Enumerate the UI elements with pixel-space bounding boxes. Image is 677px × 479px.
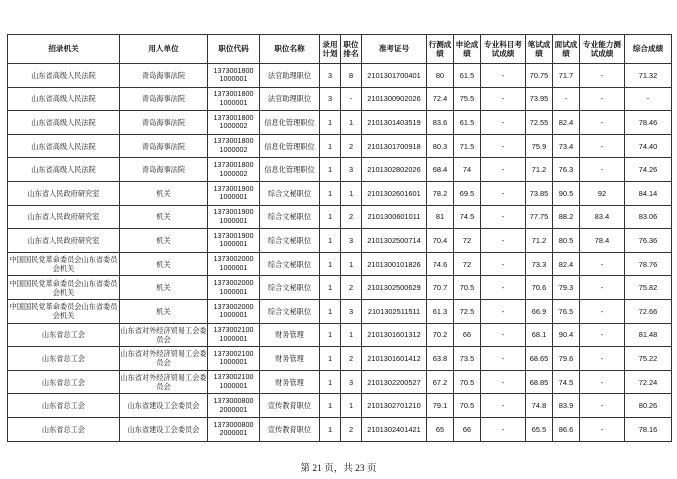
interview-score-cell: 79.3: [553, 276, 580, 300]
hiring-plan-cell: 1: [320, 252, 341, 276]
table-header-row: [8, 35, 672, 64]
written-score-cell: 68.85: [526, 370, 553, 394]
essay-score-cell: 61.5: [454, 64, 481, 88]
position-code-text: 1373002100 1000001: [213, 372, 254, 391]
professional-ability-score-cell: -: [580, 111, 625, 135]
written-score-cell: 65.5: [526, 417, 553, 441]
professional-exam-score-cell: -: [481, 370, 526, 394]
recruiting-agency-cell: 山东省高级人民法院: [8, 111, 120, 135]
interview-score-cell: -: [553, 87, 580, 111]
aptitude-score-cell: 74.6: [427, 252, 454, 276]
employer-cell: 山东省对外经济贸易工会委员会: [120, 323, 208, 347]
position-code-cell: [208, 276, 260, 300]
position-rank-cell: 1: [341, 181, 362, 205]
aptitude-score-cell: 80: [427, 64, 454, 88]
professional-exam-score-cell: -: [481, 134, 526, 158]
position-code-text: 1373001800 1000001: [213, 65, 254, 84]
written-score-cell: 74.8: [526, 394, 553, 418]
total-score-cell: 78.76: [625, 252, 672, 276]
recruiting-agency-cell: 山东省总工会: [8, 347, 120, 371]
professional-ability-score-cell: -: [580, 299, 625, 323]
hiring-plan-header: 录用计划: [320, 35, 341, 64]
aptitude-score-cell: 61.3: [427, 299, 454, 323]
interview-score-cell: 82.4: [553, 111, 580, 135]
aptitude-score-cell: 70.2: [427, 323, 454, 347]
recruiting-agency-cell: 山东省高级人民法院: [8, 64, 120, 88]
position-code-cell: [208, 347, 260, 371]
employer-cell: 青岛海事法院: [120, 64, 208, 88]
professional-ability-score-cell: -: [580, 134, 625, 158]
essay-score-cell: 70.5: [454, 276, 481, 300]
professional-ability-score-cell: -: [580, 64, 625, 88]
professional-exam-score-cell: -: [481, 252, 526, 276]
exam-id-cell: 2101301601412: [362, 347, 427, 371]
hiring-plan-cell: 1: [320, 323, 341, 347]
table-row: [8, 158, 672, 182]
position-name-cell: 综合文秘职位: [260, 276, 320, 300]
aptitude-score-cell: 63.8: [427, 347, 454, 371]
professional-ability-score-cell: 78.4: [580, 229, 625, 253]
employer-cell: 山东省建设工会委员会: [120, 394, 208, 418]
position-name-cell: 综合文秘职位: [260, 299, 320, 323]
aptitude-score-cell: 80.3: [427, 134, 454, 158]
exam-id-cell: 2101300902026: [362, 87, 427, 111]
position-code-text: 1373001800 1000002: [213, 136, 254, 155]
professional-ability-score-cell: -: [580, 370, 625, 394]
aptitude-score-cell: 67.2: [427, 370, 454, 394]
hiring-plan-cell: 1: [320, 229, 341, 253]
written-score-cell: 72.55: [526, 111, 553, 135]
aptitude-score-cell: 78.2: [427, 181, 454, 205]
recruiting-agency-cell: 中国国民党革命委员会山东省委员会机关: [8, 252, 120, 276]
employer-cell: 山东省对外经济贸易工会委员会: [120, 347, 208, 371]
interview-score-cell: 90.5: [553, 181, 580, 205]
position-rank-cell: -: [341, 87, 362, 111]
recruiting-agency-cell: 山东省高级人民法院: [8, 134, 120, 158]
essay-score-cell: 71.5: [454, 134, 481, 158]
interview-score-cell: 79.6: [553, 347, 580, 371]
professional-exam-score-cell: -: [481, 347, 526, 371]
aptitude-score-cell: 81: [427, 205, 454, 229]
employer-cell: 机关: [120, 252, 208, 276]
written-score-cell: 71.2: [526, 158, 553, 182]
aptitude-score-cell: 79.1: [427, 394, 454, 418]
essay-score-cell: 70.5: [454, 370, 481, 394]
professional-ability-score-cell: -: [580, 394, 625, 418]
employer-cell: 机关: [120, 229, 208, 253]
position-code-cell: [208, 64, 260, 88]
interview-score-cell: 83.9: [553, 394, 580, 418]
hiring-plan-cell: 1: [320, 347, 341, 371]
table-row: [8, 181, 672, 205]
recruiting-agency-cell: 山东省人民政府研究室: [8, 181, 120, 205]
position-code-header: 职位代码: [208, 35, 260, 64]
employer-cell: 青岛海事法院: [120, 87, 208, 111]
position-name-cell: 财务管理: [260, 323, 320, 347]
position-code-text: 1373001900 1000001: [213, 183, 254, 202]
aptitude-score-cell: 70.7: [427, 276, 454, 300]
table-row: [8, 276, 672, 300]
written-score-cell: 73.85: [526, 181, 553, 205]
total-score-cell: 75.22: [625, 347, 672, 371]
interview-score-cell: 76.3: [553, 158, 580, 182]
exam-id-header: 准考证号: [362, 35, 427, 64]
recruiting-agency-cell: 山东省高级人民法院: [8, 158, 120, 182]
position-code-text: 1373002100 1000001: [213, 348, 254, 367]
total-score-cell: 78.16: [625, 417, 672, 441]
position-code-cell: [208, 134, 260, 158]
position-name-cell: 宣传教育职位: [260, 417, 320, 441]
table-row: [8, 252, 672, 276]
table-row: [8, 299, 672, 323]
essay-score-cell: 72: [454, 252, 481, 276]
table-row: [8, 347, 672, 371]
professional-exam-score-cell: -: [481, 229, 526, 253]
recruiting-agency-cell: 山东省总工会: [8, 370, 120, 394]
employer-cell: 青岛海事法院: [120, 134, 208, 158]
table-row: [8, 64, 672, 88]
professional-ability-score-cell: -: [580, 87, 625, 111]
employer-cell: 山东省建设工会委员会: [120, 417, 208, 441]
page-footer: [0, 460, 677, 474]
position-rank-cell: 1: [341, 111, 362, 135]
table-row: [8, 417, 672, 441]
total-score-cell: 81.48: [625, 323, 672, 347]
position-code-text: 1373001800 1000002: [213, 160, 254, 178]
aptitude-score-cell: 83.6: [427, 111, 454, 135]
recruiting-agency-header: 招录机关: [8, 35, 120, 64]
position-name-cell: 法官助理职位: [260, 64, 320, 88]
professional-exam-header: 专业科目考试成绩: [481, 35, 526, 64]
aptitude-score-cell: 65: [427, 417, 454, 441]
professional-exam-score-cell: -: [481, 158, 526, 182]
written-score-cell: 70.6: [526, 276, 553, 300]
position-code-text: 1373000800 2000001: [213, 396, 254, 414]
exam-id-cell: 2101301601312: [362, 323, 427, 347]
professional-ability-score-cell: -: [580, 158, 625, 182]
written-score-cell: 73.95: [526, 87, 553, 111]
essay-score-cell: 72.5: [454, 299, 481, 323]
written-score-cell: 71.2: [526, 229, 553, 253]
position-code-cell: [208, 394, 260, 418]
professional-exam-score-cell: -: [481, 394, 526, 418]
employer-header: 用人单位: [120, 35, 208, 64]
written-score-cell: 66.9: [526, 299, 553, 323]
exam-id-cell: 2101302802026: [362, 158, 427, 182]
exam-id-cell: 2101301403519: [362, 111, 427, 135]
total-score-cell: 71.32: [625, 64, 672, 88]
total-score-cell: 72.24: [625, 370, 672, 394]
position-rank-cell: 2: [341, 276, 362, 300]
recruiting-agency-cell: 山东省总工会: [8, 417, 120, 441]
interview-score-cell: 90.4: [553, 323, 580, 347]
recruiting-agency-cell: 山东省总工会: [8, 394, 120, 418]
professional-exam-score-cell: -: [481, 205, 526, 229]
professional-exam-score-cell: -: [481, 111, 526, 135]
total-score-cell: 72.66: [625, 299, 672, 323]
position-code-cell: [208, 87, 260, 111]
hiring-plan-cell: 1: [320, 417, 341, 441]
aptitude-score-header: 行测成绩: [427, 35, 454, 64]
essay-score-cell: 74: [454, 158, 481, 182]
hiring-plan-cell: 1: [320, 111, 341, 135]
total-score-cell: 76.36: [625, 229, 672, 253]
position-name-cell: 财务管理: [260, 370, 320, 394]
employer-cell: 机关: [120, 205, 208, 229]
employer-cell: 山东省对外经济贸易工会委员会: [120, 370, 208, 394]
position-name-cell: 宣传教育职位: [260, 394, 320, 418]
total-score-cell: -: [625, 87, 672, 111]
position-code-text: 1373001800 1000002: [213, 112, 254, 131]
written-score-cell: 68.65: [526, 347, 553, 371]
exam-id-cell: 2101300601011: [362, 205, 427, 229]
aptitude-score-cell: 72.4: [427, 87, 454, 111]
total-score-cell: 83.06: [625, 205, 672, 229]
interview-score-header: 面试成绩: [553, 35, 580, 64]
position-name-cell: 信息化管理职位: [260, 111, 320, 135]
written-score-cell: 75.9: [526, 134, 553, 158]
position-code-text: 1373001900 1000001: [213, 230, 254, 249]
position-rank-cell: 2: [341, 417, 362, 441]
position-code-cell: [208, 252, 260, 276]
position-rank-cell: 8: [341, 64, 362, 88]
interview-score-cell: 76.5: [553, 299, 580, 323]
position-code-cell: [208, 417, 260, 441]
professional-ability-score-cell: -: [580, 323, 625, 347]
position-code-cell: [208, 323, 260, 347]
position-code-text: 1373001900 1000001: [213, 207, 254, 225]
employer-cell: 青岛海事法院: [120, 111, 208, 135]
total-score-header: 综合成绩: [625, 35, 672, 64]
professional-ability-score-cell: -: [580, 252, 625, 276]
position-name-header: 职位名称: [260, 35, 320, 64]
essay-score-cell: 72: [454, 229, 481, 253]
employer-cell: 机关: [120, 181, 208, 205]
table-row: [8, 370, 672, 394]
total-score-cell: 80.26: [625, 394, 672, 418]
position-code-cell: [208, 370, 260, 394]
hiring-plan-cell: 1: [320, 205, 341, 229]
total-score-cell: 75.82: [625, 276, 672, 300]
position-code-text: 1373000800 2000001: [213, 419, 254, 438]
position-rank-cell: 3: [341, 158, 362, 182]
essay-score-header: 申论成绩: [454, 35, 481, 64]
interview-score-cell: 88.2: [553, 205, 580, 229]
essay-score-cell: 74.5: [454, 205, 481, 229]
table-row: [8, 205, 672, 229]
interview-score-cell: 74.5: [553, 370, 580, 394]
position-rank-cell: 1: [341, 323, 362, 347]
written-score-cell: 73.3: [526, 252, 553, 276]
professional-exam-score-cell: -: [481, 87, 526, 111]
table-row: [8, 87, 672, 111]
employer-cell: 青岛海事法院: [120, 158, 208, 182]
essay-score-cell: 69.5: [454, 181, 481, 205]
recruiting-agency-cell: 中国国民党革命委员会山东省委员会机关: [8, 299, 120, 323]
position-rank-cell: 3: [341, 229, 362, 253]
aptitude-score-cell: 70.4: [427, 229, 454, 253]
hiring-plan-cell: 1: [320, 394, 341, 418]
hiring-plan-cell: 3: [320, 64, 341, 88]
position-code-cell: [208, 205, 260, 229]
interview-score-cell: 71.7: [553, 64, 580, 88]
professional-exam-score-cell: -: [481, 181, 526, 205]
total-score-cell: 78.46: [625, 111, 672, 135]
essay-score-cell: 61.5: [454, 111, 481, 135]
professional-exam-score-cell: -: [481, 299, 526, 323]
table-row: [8, 134, 672, 158]
exam-id-cell: 2101301700401: [362, 64, 427, 88]
exam-id-cell: 2101302701210: [362, 394, 427, 418]
position-code-text: 1373001800 1000001: [213, 89, 254, 107]
total-score-cell: 74.40: [625, 134, 672, 158]
professional-exam-score-cell: -: [481, 417, 526, 441]
exam-id-cell: 2101302511511: [362, 299, 427, 323]
exam-id-cell: 2101302500714: [362, 229, 427, 253]
hiring-plan-cell: 1: [320, 276, 341, 300]
hiring-plan-cell: 1: [320, 181, 341, 205]
hiring-plan-cell: 1: [320, 134, 341, 158]
position-code-cell: [208, 158, 260, 182]
professional-ability-score-cell: 83.4: [580, 205, 625, 229]
exam-id-cell: 2101302500629: [362, 276, 427, 300]
written-score-cell: 77.75: [526, 205, 553, 229]
position-name-cell: 法官助理职位: [260, 87, 320, 111]
exam-id-cell: 2101301700918: [362, 134, 427, 158]
professional-exam-score-cell: -: [481, 323, 526, 347]
position-rank-cell: 1: [341, 394, 362, 418]
hiring-plan-cell: 1: [320, 158, 341, 182]
score-table: [7, 34, 672, 442]
recruiting-agency-cell: 山东省高级人民法院: [8, 87, 120, 111]
written-score-header: 笔试成绩: [526, 35, 553, 64]
table-body: [8, 64, 672, 442]
total-score-cell: 84.14: [625, 181, 672, 205]
table-row: [8, 323, 672, 347]
essay-score-cell: 66: [454, 417, 481, 441]
position-name-cell: 信息化管理职位: [260, 134, 320, 158]
hiring-plan-cell: 1: [320, 370, 341, 394]
recruiting-agency-cell: 山东省人民政府研究室: [8, 205, 120, 229]
position-name-cell: 综合文秘职位: [260, 252, 320, 276]
table-row: [8, 394, 672, 418]
hiring-plan-cell: 3: [320, 87, 341, 111]
position-name-cell: 财务管理: [260, 347, 320, 371]
essay-score-cell: 73.5: [454, 347, 481, 371]
position-rank-cell: 2: [341, 134, 362, 158]
interview-score-cell: 82.4: [553, 252, 580, 276]
exam-id-cell: 2101300101826: [362, 252, 427, 276]
exam-id-cell: 2101302401421: [362, 417, 427, 441]
hiring-plan-cell: 1: [320, 299, 341, 323]
recruiting-agency-cell: 山东省总工会: [8, 323, 120, 347]
employer-cell: 机关: [120, 276, 208, 300]
position-code-text: 1373002000 1000001: [213, 254, 254, 273]
essay-score-cell: 66: [454, 323, 481, 347]
written-score-cell: 68.1: [526, 323, 553, 347]
page-number: 第 21 页，共 23 页: [300, 464, 377, 474]
position-rank-cell: 3: [341, 299, 362, 323]
written-score-cell: 70.75: [526, 64, 553, 88]
position-rank-cell: 2: [341, 205, 362, 229]
professional-ability-score-cell: 92: [580, 181, 625, 205]
exam-id-cell: 2101302200527: [362, 370, 427, 394]
score-table-container: [7, 34, 671, 442]
position-rank-header: 职位排名: [341, 35, 362, 64]
position-rank-cell: 3: [341, 370, 362, 394]
position-code-cell: [208, 229, 260, 253]
recruiting-agency-cell: 中国国民党革命委员会山东省委员会机关: [8, 276, 120, 300]
professional-ability-score-cell: -: [580, 276, 625, 300]
position-name-cell: 综合文秘职位: [260, 229, 320, 253]
interview-score-cell: 73.4: [553, 134, 580, 158]
position-name-cell: 信息化管理职位: [260, 158, 320, 182]
position-name-cell: 综合文秘职位: [260, 205, 320, 229]
total-score-cell: 74.26: [625, 158, 672, 182]
professional-ability-score-cell: -: [580, 417, 625, 441]
employer-cell: 机关: [120, 299, 208, 323]
essay-score-cell: 75.5: [454, 87, 481, 111]
position-rank-cell: 1: [341, 252, 362, 276]
position-name-cell: 综合文秘职位: [260, 181, 320, 205]
position-code-text: 1373002000 1000001: [213, 301, 254, 320]
professional-ability-header: 专业能力测试成绩: [580, 35, 625, 64]
position-code-cell: [208, 181, 260, 205]
position-code-text: 1373002100 1000001: [213, 325, 254, 343]
professional-exam-score-cell: -: [481, 64, 526, 88]
exam-id-cell: 2101302601601: [362, 181, 427, 205]
professional-ability-score-cell: -: [580, 347, 625, 371]
position-code-cell: [208, 299, 260, 323]
table-row: [8, 111, 672, 135]
position-code-cell: [208, 111, 260, 135]
essay-score-cell: 70.5: [454, 394, 481, 418]
interview-score-cell: 80.5: [553, 229, 580, 253]
position-rank-cell: 2: [341, 347, 362, 371]
position-code-text: 1373002000 1000001: [213, 278, 254, 296]
table-row: [8, 229, 672, 253]
professional-exam-score-cell: -: [481, 276, 526, 300]
recruiting-agency-cell: 山东省人民政府研究室: [8, 229, 120, 253]
aptitude-score-cell: 68.4: [427, 158, 454, 182]
interview-score-cell: 86.6: [553, 417, 580, 441]
